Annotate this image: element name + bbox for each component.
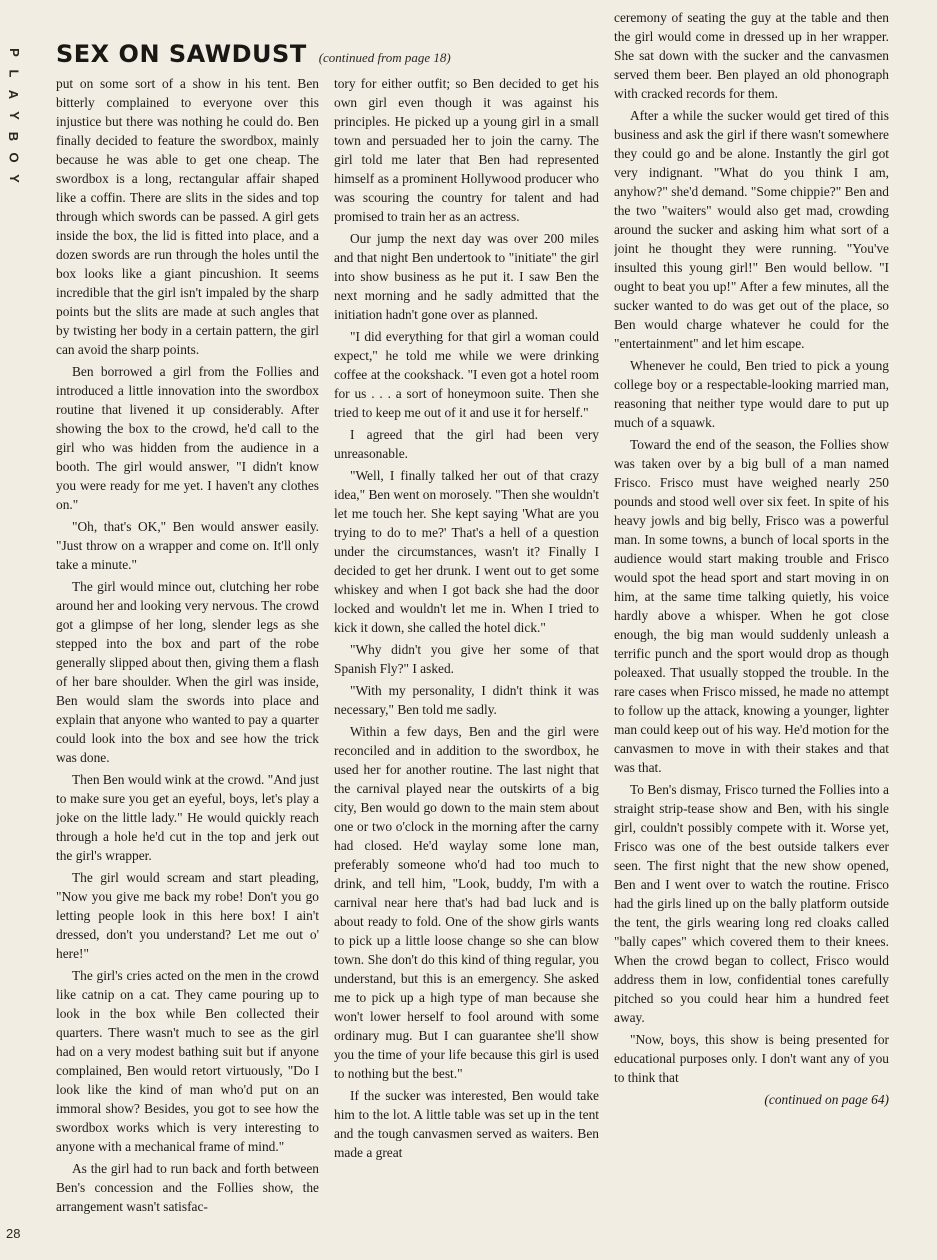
paragraph: Ben borrowed a girl from the Follies and introduced a little innovation into the swordbox routine that livened it up considerably. After showing the box to the crowd, he'd call to the girl who was hidden from the audience in a booth. The girl would answer, "I didn't know you were ready for me yet. I haven't any clothes on.": [56, 364, 319, 512]
side-letter: L: [6, 69, 22, 78]
side-letter: O: [6, 152, 22, 163]
paragraph: Our jump the next day was over 200 miles and that night Ben undertook to "initiate" the girl into show business as he put it. I saw Ben the next morning and he sadly admitted that the initiation hadn't gone over as planned.: [334, 231, 599, 322]
paragraph: Whenever he could, Ben tried to pick a young college boy or a respectable-looking married man, reasoning that neither type would dare to put up much of a squawk.: [614, 358, 889, 430]
magazine-side-label: [5, 42, 23, 189]
paragraph: put on some sort of a show in his tent. Ben bitterly complained to everyone over this injustice but there was nothing he could do. Ben finally decided to feature the swordbox, mainly because he was able to get one cheap. The swordbox is a long, rectangular affair shaped like a coffin. There are slits in the sides and top through which swords can be passed. A girl gets inside the box, the lid is fitted into place, and a dozen swords are run through the holes until the box looks like a giant pincushion. It seems incredible that the girl isn't impaled by the sharp points but the slits are made at such angles that by twisting her body in a certain pattern, the girl can avoid the sharp points.: [56, 76, 319, 357]
text-column-2: [334, 74, 599, 1254]
paragraph: After a while the sucker would get tired of this business and ask the girl if there wasn't somewhere they could go and be alone. Instantly the girl got very indignant. "What do you think I am, anyhow?" she'd demand. "Some chippie?" Ben and the two "waiters" would also get mad, crowding around the sucker and asking him what sort of a joint he thought they were running. "You've insulted this young girl!" Ben would bellow. "I ought to beat you up!" After a few minutes, all the sucker wanted to do was get out of the place, so Ben would charge whatever he could for the "entertainment" and let him escape.: [614, 108, 889, 351]
paragraph: Then Ben would wink at the crowd. "And just to make sure you get an eyeful, boys, let's play a joke on the little lady." He would quickly reach through a hole he'd cut in the top and jerk out the girl's wrapper.: [56, 772, 319, 863]
article-header: [56, 40, 616, 76]
side-letter: P: [6, 48, 22, 57]
paragraph: "With my personality, I didn't think it was necessary," Ben told me sadly.: [334, 683, 599, 717]
paragraph: Within a few days, Ben and the girl were reconciled and in addition to the swordbox, he used her for another routine. The last night that the carnival played near the outskirts of a big city, Ben would go down to the main stem about one or two o'clock in the morning after the carny had closed. He'd waylay some lone man, preferably someone who'd had too much to drink, and tell him, "Look, buddy, I'm with a carnival near here that's had bad luck and is about ready to fold. One of the show girls wants to pick up a little loose change so she can blow town. She don't do this kind of thing regular, you understand, but this is an emergency. She asked me to pick up a high type of man because she won't lower herself to fool around with some ordinary mug. But I can guarantee she'll show you the time of your life because this girl is used to nothing but the best.": [334, 724, 599, 1081]
paragraph: ceremony of seating the guy at the table and then the girl would come in dressed up in her wrapper. She sat down with the sucker and the canvasmen served them beer. Ben played an old phonograph with cracked records for them.: [614, 10, 889, 101]
side-letter: A: [6, 89, 22, 100]
page-number: 28: [6, 1226, 21, 1241]
paragraph: The girl's cries acted on the men in the crowd like catnip on a cat. They came pouring up to look in the box while Ben collected their quarters. There wasn't much to see as the girl had on a very modest bathing suit but if anyone complained, Ben would retort virtuously, "Do I look like the kind of man who'd put on an immoral show? Besides, you got to see how the swordbox works which is very interesting to anyone with a mechanical frame of mind.": [56, 968, 319, 1154]
side-letter: Y: [6, 111, 22, 120]
paragraph: "Oh, that's OK," Ben would answer easily. "Just throw on a wrapper and come on. It'll only take a minute.": [56, 519, 319, 572]
paragraph: As the girl had to run back and forth between Ben's concession and the Follies show, the arrangement wasn't satisfac-: [56, 1161, 319, 1214]
paragraph: To Ben's dismay, Frisco turned the Follies into a straight strip-tease show and Ben, with his single girl, couldn't possibly compete with it. Worse yet, Frisco was one of the best outside talkers ever seen. The first night that the new show opened, Ben and I went over to watch the routine. Frisco had the girls lined up on the bally platform outside the tent, the girls wearing long red cloaks called "bally capes" which covered them to their knees. When the crowd began to collect, Frisco would address them in low, confidential tones carefully pitched so you could hear him a hundred feet away.: [614, 782, 889, 1025]
paragraph: If the sucker was interested, Ben would take him to the lot. A little table was set up in the tent and the tough canvasmen served as waiters. Ben made a great: [334, 1088, 599, 1160]
paragraph: "Now, boys, this show is being presented for educational purposes only. I don't want any of you to think that: [614, 1032, 889, 1085]
paragraph: "I did everything for that girl a woman could expect," he told me while we were drinking coffee at the cookshack. "I even got a hotel room for us . . . a sort of honeymoon suite. Then she tried to keep me out of it and use it for herself.": [334, 329, 599, 420]
paragraph: "Why didn't you give her some of that Spanish Fly?" I asked.: [334, 642, 599, 676]
side-letter: Y: [6, 174, 22, 183]
paragraph: The girl would scream and start pleading, "Now you give me back my robe! Don't you go letting people look in this here box! I ain't dressed, don't you understand? Let me out o' here!": [56, 870, 319, 961]
text-column-3: [614, 8, 889, 1254]
side-letter: B: [6, 131, 22, 142]
article-title: SEX ON SAWDUST: [56, 40, 307, 68]
paragraph: I agreed that the girl had been very unreasonable.: [334, 427, 599, 461]
text-column-1: [56, 74, 319, 1254]
continued-from-note: (continued from page 18): [318, 50, 451, 65]
paragraph: tory for either outfit; so Ben decided to get his own girl even though it was against his principles. He picked up a young girl in a small town and persuaded her to join the carny. The girl told me later that Ben had represented himself as a prominent Hollywood producer who was scouring the country for talent and had promised to train her as an actress.: [334, 76, 599, 224]
paragraph: Toward the end of the season, the Follies show was taken over by a big bull of a man named Frisco. Frisco must have weighed nearly 250 pounds and stood well over six feet. In spite of his heavy jowls and big belly, Frisco was a powerful man. In some towns, a bunch of local sports in the audience would start making trouble and Frisco would spot the head sport and start moving in on him, at the same time talking quietly, his voice hardly above a whisper. When he got close enough, the big man would suddenly unleash a terrific punch and the sport would drop as though poleaxed. That usually stopped the trouble. In the rare cases when Frisco missed, he made no attempt to follow up the attack, knowing a younger, lighter man could keep out of his way. He'd motion for the canvasmen to move in with their stakes and that was that.: [614, 437, 889, 775]
paragraph: The girl would mince out, clutching her robe around her and looking very nervous. The crowd got a glimpse of her long, slender legs as she stepped into the box and part of the robe generally slipped about then, giving them a flash of her bare shoulder. When the girl was inside, Ben would slam the swords into place and explain that anyone who wanted to pay a quarter could look into the box and see how the trick was done.: [56, 579, 319, 765]
continued-on-note: (continued on page 64): [764, 1092, 889, 1107]
paragraph: "Well, I finally talked her out of that crazy idea," Ben went on morosely. "Then she wouldn't let me touch her. She kept saying 'What are you trying to do to me?' That's a hell of a question under the circumstances, wasn't it? Finally I decided to get her drunk. I went out to get some whiskey and when I got back she had the door locked and wouldn't let me in. When I tried to kick it down, she called the hotel dick.": [334, 468, 599, 635]
